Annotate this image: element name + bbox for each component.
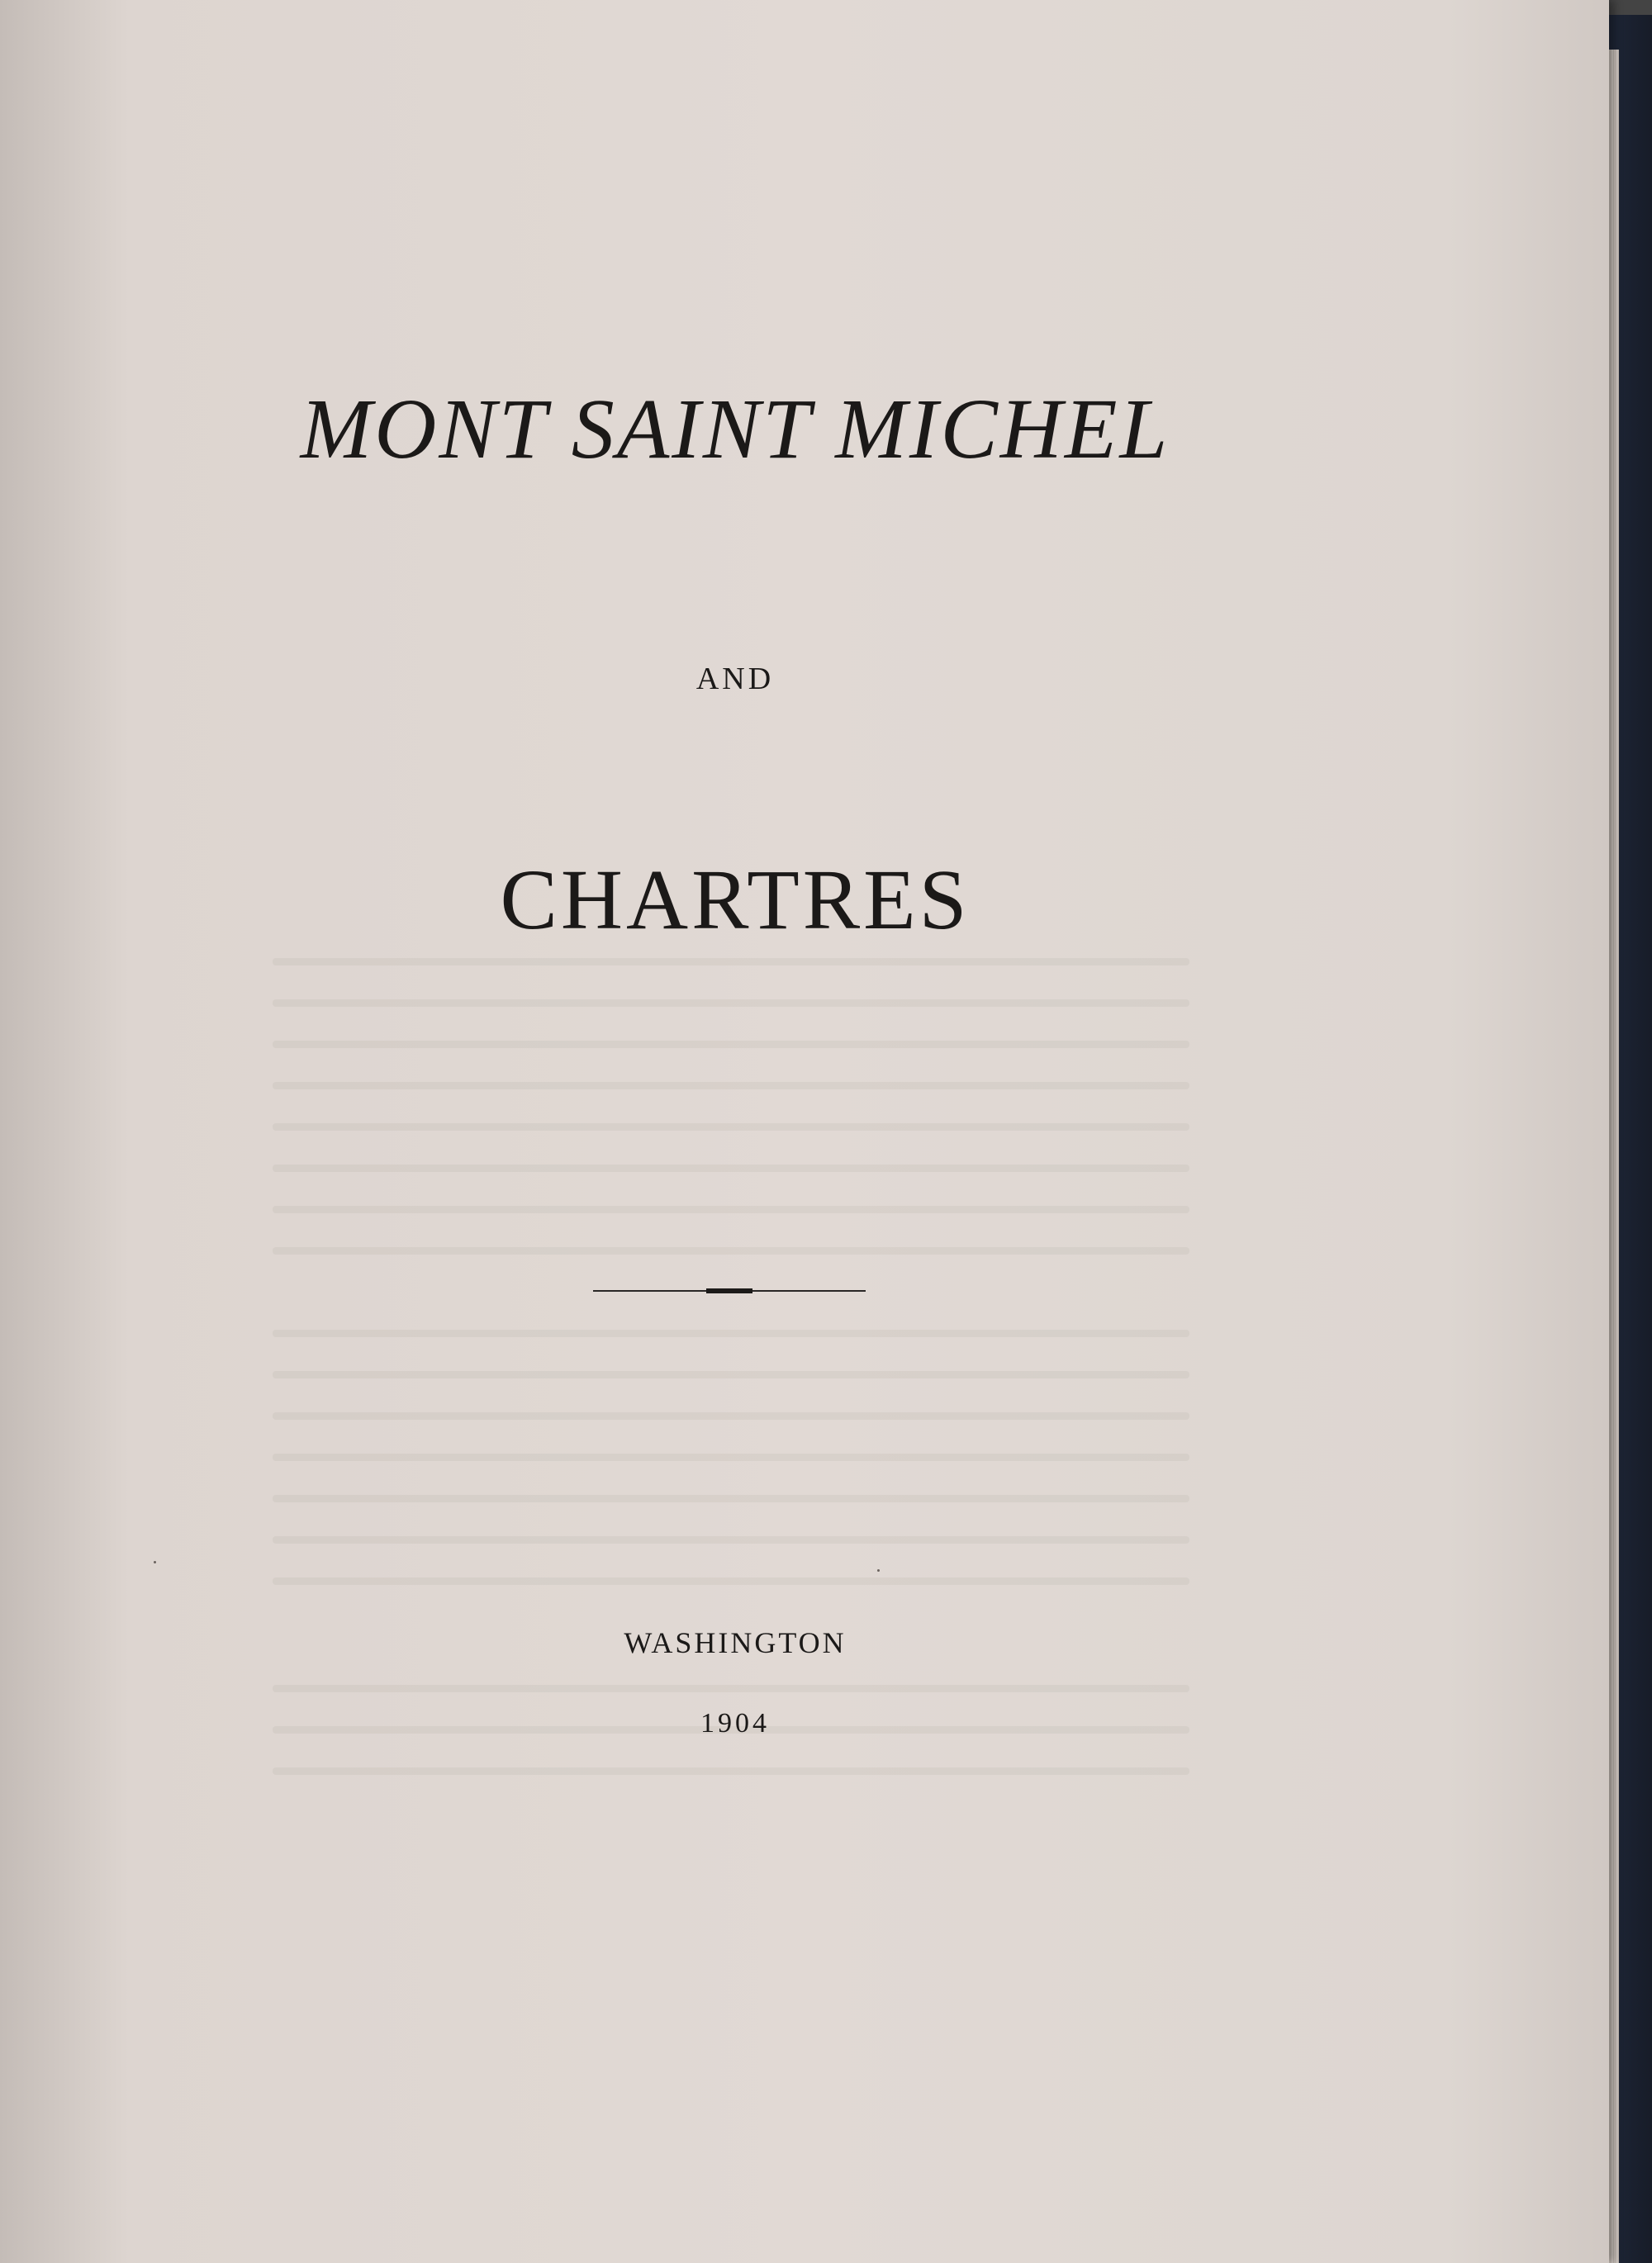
show-through-line [273,1165,1189,1172]
show-through-line [273,1330,1189,1337]
show-through-line [273,1495,1189,1502]
show-through-line [273,1206,1189,1213]
imprint-place: WASHINGTON [624,1626,847,1659]
title-conjunction: AND [695,662,775,696]
imprint-year: 1904 [700,1708,770,1739]
show-through-line [273,1041,1189,1048]
show-through-line [273,1767,1189,1775]
show-through-line [273,1082,1189,1089]
show-through-line [273,1247,1189,1255]
show-through-line [273,1454,1189,1461]
paper-speck [154,1561,156,1563]
book-title: MONT SAINT MICHEL [300,382,1170,477]
book-subtitle: CHARTRES [500,852,971,947]
show-through-line [273,999,1189,1007]
show-through-line [273,1412,1189,1420]
show-through-line [273,1371,1189,1378]
paper-speck [877,1569,880,1572]
ornamental-rule-center [706,1288,752,1293]
show-through-line [273,1123,1189,1131]
show-through-line [273,1685,1189,1692]
show-through-line [273,958,1189,965]
show-through-line [273,1536,1189,1544]
show-through-line [273,1577,1189,1585]
